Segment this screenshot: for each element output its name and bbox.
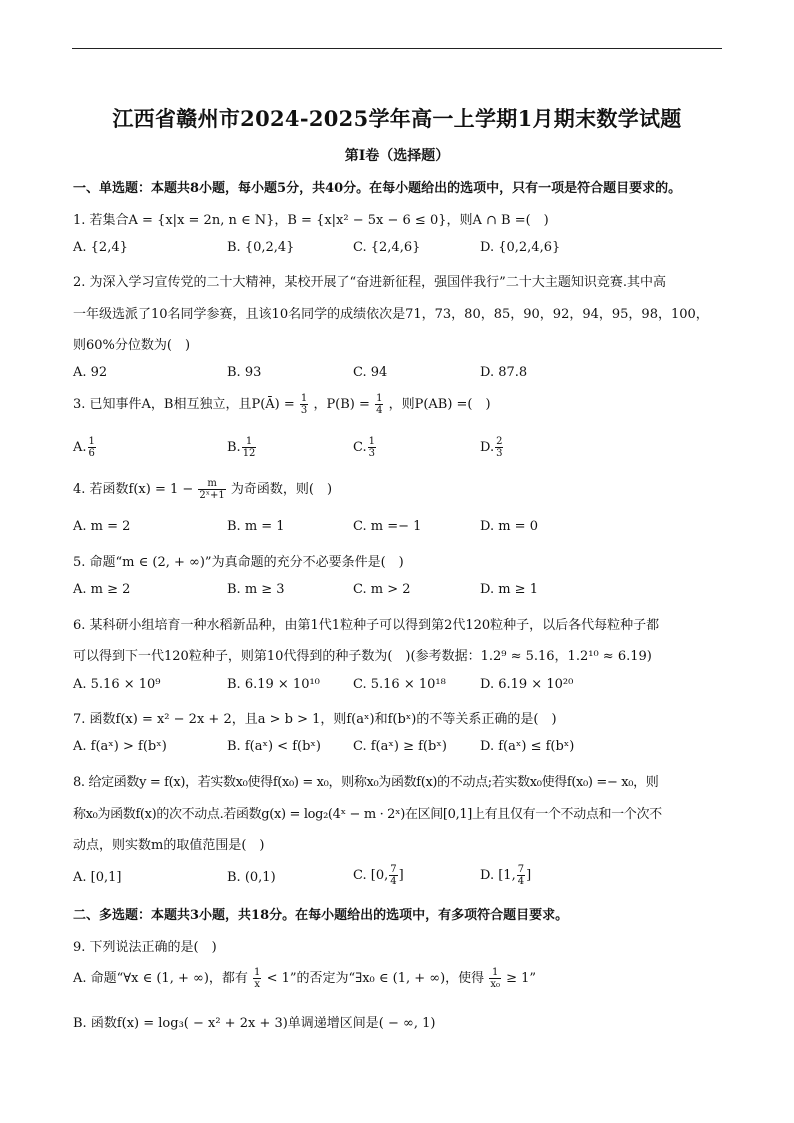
fraction-numerator: 1 — [376, 393, 383, 404]
question-5-option-c: C. m > 2 — [353, 582, 411, 597]
question-6-line-2: 可以得到下一代120粒种子，则第10代得到的种子数为( )(参考数据：1.2⁹ ≈ 5.16，1.2¹⁰ ≈ 6.19) — [73, 649, 652, 664]
fraction — [300, 393, 308, 416]
question-9-option-b: B. 函数f(x) = log₃( − x² + 2x + 3)单调递增区间是( − ∞, 1) — [73, 1016, 436, 1031]
fraction — [517, 864, 525, 887]
volume-subtitle: 第I卷（选择题） — [344, 148, 450, 164]
question-2-line-2: 一年级选派了10名同学参赛，且该10名同学的成绩依次是71，73，80，85，90，92，94，95，98，100， — [73, 307, 709, 322]
option-text: A. 命题“∀x ∈ (1, + ∞)，都有 — [73, 971, 248, 986]
question-8-option-b: B. (0,1) — [227, 870, 276, 885]
fraction-numerator: 1 — [300, 393, 308, 404]
question-6-line-1: 6. 某科研小组培育一种水稻新品种，由第1代1粒种子可以得到第2代120粒种子，以后各代每粒种子都 — [73, 618, 660, 633]
section-heading-single-choice: 一、单选题：本题共8小题，每小题5分，共40分。在每小题给出的选项中，只有一项是符合题目要求的。 — [73, 181, 682, 196]
question-3-option-a — [73, 436, 97, 459]
question-8-option-a: A. [0,1] — [73, 870, 122, 885]
fraction-numerator: 1 — [368, 436, 375, 447]
fraction — [495, 436, 503, 459]
question-8-line-3: 动点，则实数m的取值范围是( ) — [73, 838, 265, 853]
question-4-stem-part-2: 为奇函数，则( ) — [230, 482, 333, 497]
question-5-stem: 5. 命题“m ∈ (2, + ∞)”为真命题的充分不必要条件是( ) — [73, 555, 404, 570]
option-label: D. — [480, 440, 495, 455]
fraction — [253, 967, 261, 990]
question-3-stem-part-1: 3. 已知事件A，B相互独立，且P(Ā) = — [73, 397, 295, 412]
exam-title: 江西省赣州市2024-2025学年高一上学期1月期末数学试题 — [112, 106, 682, 131]
fraction-numerator: 1 — [254, 967, 261, 978]
fraction — [88, 436, 96, 459]
option-text: D. [1, — [480, 868, 516, 883]
fraction-denominator: 2ˣ+1 — [199, 490, 225, 501]
fraction-denominator: 4 — [390, 876, 397, 887]
fraction-denominator: 3 — [368, 448, 375, 459]
question-6-option-a: A. 5.16 × 10⁹ — [73, 677, 161, 692]
question-1-option-d: D. {0,2,4,6} — [480, 240, 561, 255]
question-1-option-b: B. {0,2,4} — [227, 240, 295, 255]
fraction-numerator: 1 — [88, 436, 95, 447]
question-6-option-d: D. 6.19 × 10²⁰ — [480, 677, 574, 692]
question-3-option-b — [227, 436, 257, 459]
fraction-denominator: x — [254, 979, 261, 990]
option-text: ≥ 1” — [506, 971, 537, 986]
fraction-denominator: 4 — [517, 876, 525, 887]
fraction-denominator: 3 — [300, 405, 308, 416]
fraction-numerator: m — [198, 478, 225, 490]
question-2-option-d: D. 87.8 — [480, 365, 528, 380]
question-3-stem-part-2: ，P(B) = — [313, 397, 370, 412]
question-4-option-c: C. m =− 1 — [353, 519, 422, 534]
fraction-denominator: 3 — [496, 448, 503, 459]
question-7-option-c: C. f(aˣ) ≥ f(bˣ) — [353, 739, 447, 754]
question-2-line-3: 则60%分位数为( ) — [73, 338, 191, 353]
option-label: A. — [73, 440, 87, 455]
option-text: C. [0, — [353, 868, 389, 883]
question-4-option-a: A. m = 2 — [73, 519, 131, 534]
fraction-denominator: x₀ — [490, 979, 500, 990]
fraction-denominator: 12 — [242, 448, 256, 459]
question-2-option-a: A. 92 — [73, 365, 108, 380]
question-4-option-b: B. m = 1 — [227, 519, 285, 534]
option-text: ] — [398, 868, 404, 883]
fraction — [242, 436, 257, 459]
fraction — [489, 967, 501, 990]
fraction — [198, 478, 225, 501]
question-3-stem — [73, 393, 491, 416]
question-9-option-a — [73, 967, 536, 990]
fraction-numerator: 1 — [489, 967, 501, 979]
fraction — [375, 393, 383, 416]
fraction-numerator: 7 — [517, 864, 525, 875]
question-5-option-a: A. m ≥ 2 — [73, 582, 131, 597]
fraction-numerator: 1 — [242, 436, 257, 448]
option-label: C. — [353, 440, 367, 455]
question-2-option-c: C. 94 — [353, 365, 388, 380]
question-8-line-1: 8. 给定函数y = f(x)，若实数x₀使得f(x₀) = x₀，则称x₀为函数f(x)的不动点;若实数x₀使得f(x₀) =− x₀，则 — [73, 775, 659, 790]
question-9-stem: 9. 下列说法正确的是( ) — [73, 940, 217, 955]
option-text: ] — [526, 868, 532, 883]
question-3-option-c — [353, 436, 377, 459]
option-text: < 1”的否定为“∃x₀ ∈ (1, + ∞)，使得 — [266, 971, 485, 986]
question-5-option-b: B. m ≥ 3 — [227, 582, 285, 597]
fraction — [389, 864, 397, 887]
fraction-denominator: 4 — [376, 405, 383, 416]
question-7-option-d: D. f(aˣ) ≤ f(bˣ) — [480, 739, 575, 754]
question-8-option-c — [353, 864, 404, 887]
question-4-stem — [73, 478, 332, 501]
question-7-option-b: B. f(aˣ) < f(bˣ) — [227, 739, 321, 754]
fraction — [368, 436, 376, 459]
question-4-option-d: D. m = 0 — [480, 519, 538, 534]
question-8-option-d — [480, 864, 531, 887]
question-3-stem-part-3: ，则P(AB) =( ) — [388, 397, 491, 412]
question-2-line-1: 2. 为深入学习宣传党的二十大精神，某校开展了“奋进新征程，强国伴我行”二十大主题知识竞赛.其中高 — [73, 275, 666, 290]
question-1-option-a: A. {2,4} — [73, 240, 128, 255]
question-1-stem: 1. 若集合A = {x|x = 2n, n ∈ N}，B = {x|x² − 5x − 6 ≤ 0}，则A ∩ B =( ) — [73, 213, 549, 228]
fraction-denominator: 6 — [88, 448, 95, 459]
question-3-option-d — [480, 436, 504, 459]
top-rule — [72, 48, 722, 49]
question-5-option-d: D. m ≥ 1 — [480, 582, 538, 597]
question-2-option-b: B. 93 — [227, 365, 262, 380]
question-6-option-b: B. 6.19 × 10¹⁰ — [227, 677, 320, 692]
section-heading-multiple-choice: 二、多选题：本题共3小题，共18分。在每小题给出的选项中，有多项符合题目要求。 — [73, 908, 569, 923]
fraction-numerator: 7 — [390, 864, 397, 875]
question-7-stem: 7. 函数f(x) = x² − 2x + 2，且a > b > 1，则f(aˣ)和f(bˣ)的不等关系正确的是( ) — [73, 712, 557, 727]
fraction-numerator: 2 — [496, 436, 503, 447]
question-6-option-c: C. 5.16 × 10¹⁸ — [353, 677, 446, 692]
option-label: B. — [227, 440, 241, 455]
question-7-option-a: A. f(aˣ) > f(bˣ) — [73, 739, 167, 754]
question-4-stem-part-1: 4. 若函数f(x) = 1 − — [73, 482, 194, 497]
question-8-line-2: 称x₀为函数f(x)的次不动点.若函数g(x) = log₂(4ˣ − m · 2ˣ)在区间[0,1]上有且仅有一个不动点和一个次不 — [73, 807, 662, 822]
question-1-option-c: C. {2,4,6} — [353, 240, 421, 255]
